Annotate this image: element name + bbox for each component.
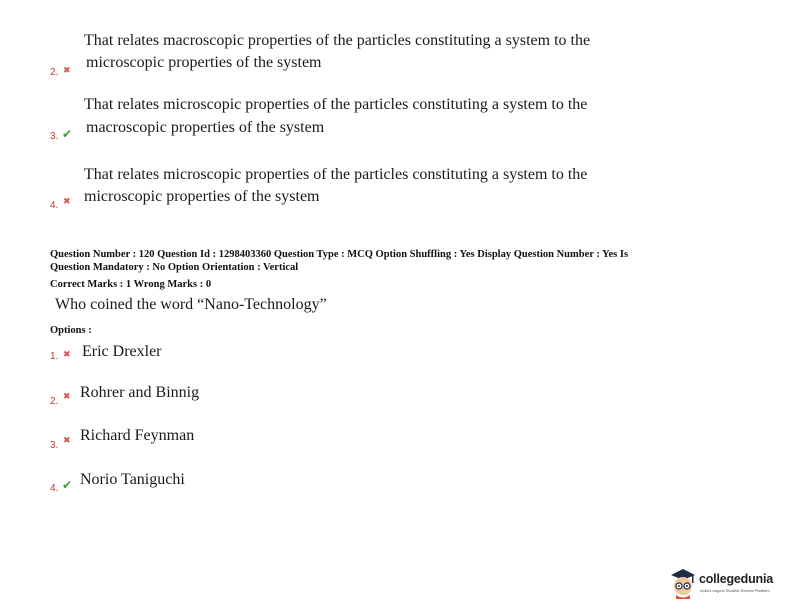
mascot-icon — [668, 566, 698, 600]
prev-option-4-line2: microscopic properties of the system — [84, 188, 320, 205]
option-1-number: 1. — [50, 351, 59, 362]
question-meta-line1: Question Number : 120 Question Id : 1298403360 Question Type : MCQ Option Shuffling : Yes Display Question Number : Yes Is — [50, 249, 629, 260]
option-4-number: 4. — [50, 483, 59, 494]
check-mark-icon: ✔ — [62, 478, 73, 492]
options-label: Options : — [50, 325, 92, 336]
cross-mark-icon: ✖ — [63, 392, 71, 402]
option-3-number: 3. — [50, 440, 59, 451]
option-2-text: Rohrer and Binnig — [80, 384, 200, 401]
collegedunia-logo — [668, 566, 786, 604]
option-1-text: Eric Drexler — [82, 343, 162, 360]
cross-mark-icon: ✖ — [63, 350, 71, 360]
question-meta-line2: Question Mandatory : No Option Orientation : Vertical — [50, 262, 299, 273]
question-text: Who coined the word “Nano-Technology” — [55, 296, 327, 313]
option-4-text: Norio Taniguchi — [80, 471, 185, 488]
prev-option-4-number: 4. — [50, 200, 59, 211]
option-2-number: 2. — [50, 396, 59, 407]
prev-option-3-number: 3. — [50, 131, 59, 142]
cross-mark-icon: ✖ — [63, 436, 71, 446]
prev-option-4-line1: That relates microscopic properties of the particles constituting a system to the — [84, 166, 588, 183]
logo-name: collegedunia — [699, 572, 774, 586]
check-mark-icon: ✔ — [62, 127, 73, 141]
option-3-text: Richard Feynman — [80, 427, 195, 444]
cross-mark-icon: ✖ — [63, 66, 71, 76]
question-marks: Correct Marks : 1 Wrong Marks : 0 — [50, 279, 212, 290]
logo-tagline: India's largest Student Review Platform — [700, 588, 770, 593]
prev-option-2-line1: That relates macroscopic properties of the particles constituting a system to the — [84, 32, 591, 49]
cross-mark-icon: ✖ — [63, 197, 71, 207]
prev-option-3-line2: macroscopic properties of the system — [86, 119, 325, 136]
prev-option-3-line1: That relates microscopic properties of the particles constituting a system to the — [84, 96, 588, 113]
prev-option-2-number: 2. — [50, 67, 59, 78]
prev-option-2-line2: microscopic properties of the system — [86, 54, 322, 71]
